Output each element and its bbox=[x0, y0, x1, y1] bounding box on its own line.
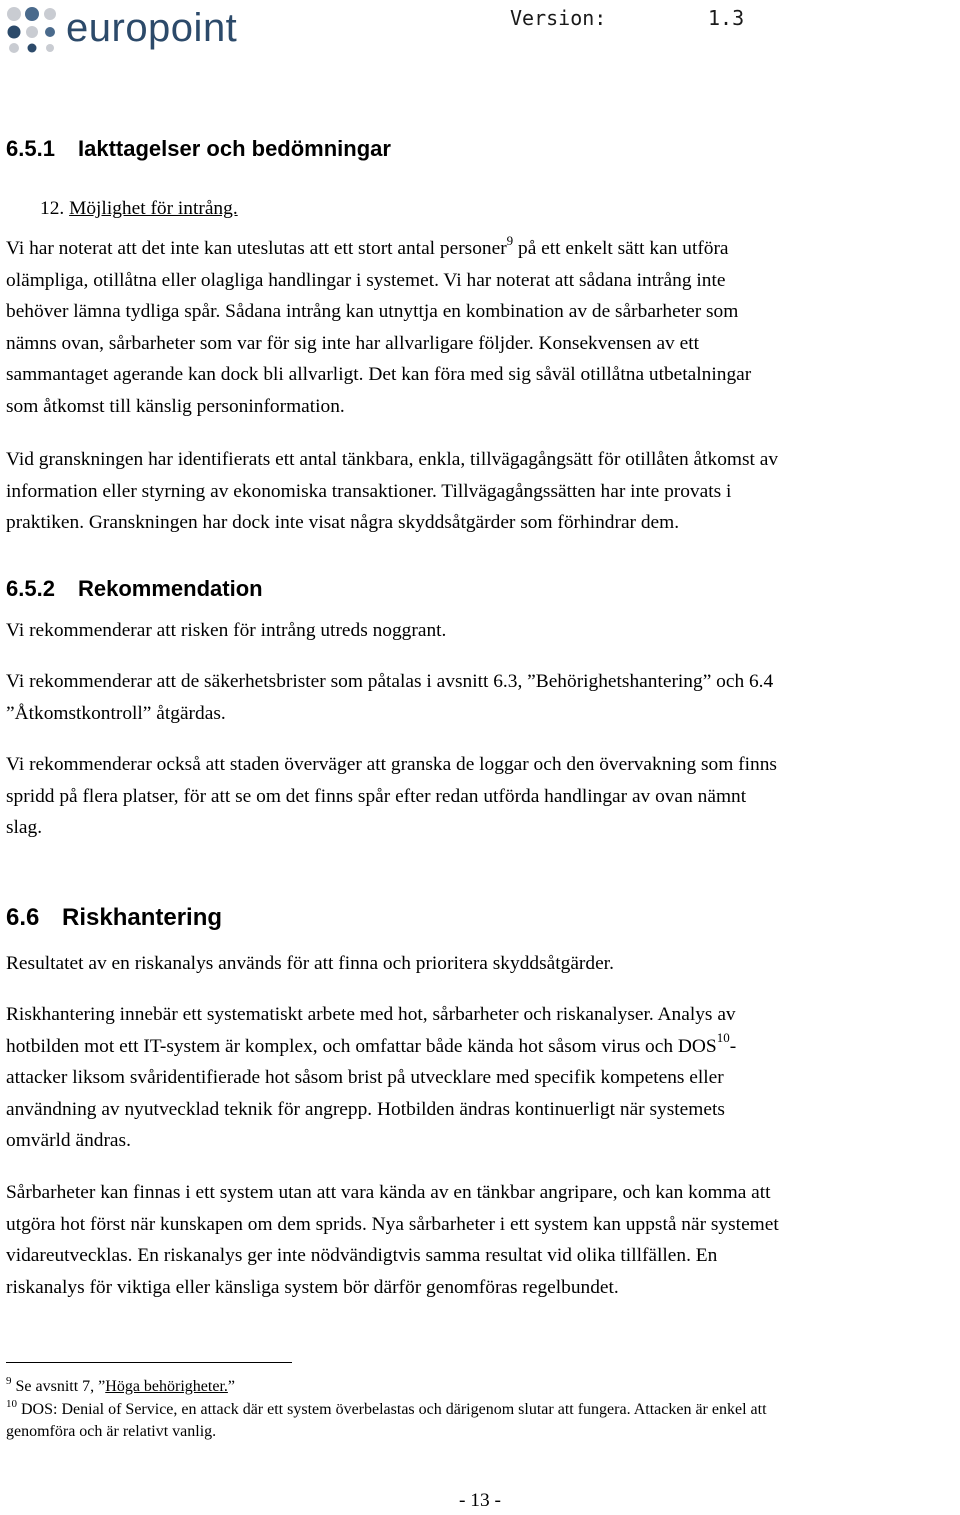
text-line bbox=[6, 1031, 958, 1063]
paragraph: Vi rekommenderar att risken för intrång utreds noggrant. bbox=[6, 620, 447, 641]
text-line: Vi rekommenderar också att staden överväger att granska de loggar och den övervakning som finns bbox=[6, 754, 777, 775]
text-line: Vi rekommenderar att de säkerhetsbrister som påtalas i avsnitt 6.3, ”Behörighetshantering” och 6.4 bbox=[6, 671, 774, 692]
text-line: information eller styrning av ekonomiska transaktioner. Tillvägagångssätten har inte provats i bbox=[6, 480, 732, 502]
text-run: på ett enkelt sätt kan utföra bbox=[513, 238, 729, 259]
list-number: 12. bbox=[40, 198, 65, 219]
text-line bbox=[6, 1376, 958, 1398]
paragraph bbox=[6, 749, 958, 844]
text-line: spridd på flera platser, för att se om det finns spår efter redan utförda handlingar av ovan nämnt bbox=[6, 785, 747, 807]
footnote-mark: 10 bbox=[6, 1397, 17, 1410]
paragraph: Resultatet av en riskanalys används för att finna och prioritera skyddsåtgärder. bbox=[6, 953, 614, 974]
text-line bbox=[6, 233, 958, 265]
section-number: 6.6 bbox=[6, 904, 40, 931]
section-heading-6-5-2 bbox=[6, 576, 263, 602]
text-run: Vi har noterat att det inte kan uteslutas att ett stort antal personer bbox=[6, 238, 507, 259]
section-title: Riskhantering bbox=[62, 904, 223, 931]
footnote-separator bbox=[6, 1362, 292, 1363]
text-line: Riskhantering innebär ett systematiskt arbete med hot, sårbarheter och riskanalyser. Analys av bbox=[6, 1004, 736, 1025]
text-run: DOS: Denial of Service, en attack där ett system överbelastas och därigenom slutar att fungera. Attacken är enkel att bbox=[17, 1401, 767, 1418]
section-heading-6-6 bbox=[6, 904, 222, 932]
page-number: - 13 - bbox=[458, 1490, 501, 1511]
footnote-mark: 9 bbox=[6, 1374, 12, 1387]
text-line: användning av nyutvecklad teknik för angrepp. Hotbilden ändras kontinuerligt när systemets bbox=[6, 1098, 725, 1120]
text-line: behöver lämna tydliga spår. Sådana intrång kan utnyttja en kombination av de sårbarheter som bbox=[6, 301, 739, 322]
footnote-link[interactable]: Höga behörigheter. bbox=[105, 1378, 228, 1395]
text-line: slag. bbox=[6, 817, 43, 838]
text-line: praktiken. Granskningen har dock inte visat några skyddsåtgärder som förhindrar dem. bbox=[6, 512, 680, 533]
section-number: 6.5.2 bbox=[6, 576, 55, 601]
paragraph bbox=[6, 233, 958, 422]
text-line: sammantaget agerande kan dock bli allvarligt. Det kan föra med sig såväl otillåtna utbetalningar bbox=[6, 364, 752, 385]
text-line: olämpliga, otillåtna eller olagliga handlingar i systemet. Vi har noterat att sådana intrång inte bbox=[6, 269, 726, 291]
text-line: som åtkomst till känslig personinformation. bbox=[6, 395, 345, 417]
text-line: nämns ovan, sårbarheter som var för sig inte har allvarligare följder. Konsekvensen av ett bbox=[6, 332, 699, 354]
section-title: Iakttagelser och bedömningar bbox=[78, 136, 391, 161]
version-label: Version: bbox=[510, 6, 607, 30]
paragraph bbox=[6, 666, 958, 729]
paragraph bbox=[6, 444, 958, 539]
footnote-10 bbox=[6, 1399, 958, 1443]
text-run: hotbilden mot ett IT-system är komplex, och omfattar både kända hot såsom virus och DOS bbox=[6, 1035, 717, 1057]
paragraph bbox=[6, 999, 958, 1157]
europoint-logo bbox=[4, 4, 244, 56]
text-line: ”Åtkomstkontroll” åtgärdas. bbox=[6, 702, 226, 724]
numbered-list-item bbox=[40, 198, 238, 220]
text-line: riskanalys för viktiga eller känsliga system bör därför genomföras regelbundet. bbox=[6, 1276, 619, 1298]
section-heading-6-5-1 bbox=[6, 136, 391, 162]
version-value: 1.3 bbox=[708, 6, 745, 30]
text-line: utgöra hot först när kunskapen om dem sprids. Nya sårbarheter i ett system kan uppstå när systemet bbox=[6, 1213, 779, 1235]
list-text: Möjlighet för intrång. bbox=[69, 198, 238, 219]
footnote-ref-10[interactable]: 10 bbox=[716, 1030, 730, 1046]
page-header bbox=[0, 0, 960, 60]
footnote-9 bbox=[6, 1376, 958, 1398]
text-line: omvärld ändras. bbox=[6, 1130, 131, 1151]
text-line: attacker liksom svåridentifierade hot såsom brist på utvecklare med specifik kompetens eller bbox=[6, 1067, 724, 1088]
text-line: Sårbarheter kan finnas i ett system utan att vara kända av en tänkbar angripare, och kan komma att bbox=[6, 1182, 771, 1203]
text-line bbox=[6, 1399, 958, 1421]
text-line: Vid granskningen har identifierats ett antal tänkbara, enkla, tillvägagångsätt för otillåten åtkomst av bbox=[6, 449, 779, 470]
footnote-ref-9[interactable]: 9 bbox=[506, 232, 514, 248]
paragraph bbox=[6, 1177, 958, 1303]
text-run: Se avsnitt 7, ” bbox=[11, 1378, 106, 1395]
section-number: 6.5.1 bbox=[6, 136, 55, 161]
logo-dots-icon bbox=[4, 4, 62, 56]
logo-wordmark: europoint bbox=[66, 6, 238, 50]
text-run: ” bbox=[227, 1378, 235, 1395]
text-run: - bbox=[729, 1035, 737, 1057]
text-line: genomföra och är relativt vanlig. bbox=[6, 1423, 217, 1440]
text-line: vidareutvecklas. En riskanalys ger inte nödvändigtvis samma resultat vid olika tillfällen. En bbox=[6, 1245, 718, 1266]
section-title: Rekommendation bbox=[78, 576, 263, 601]
